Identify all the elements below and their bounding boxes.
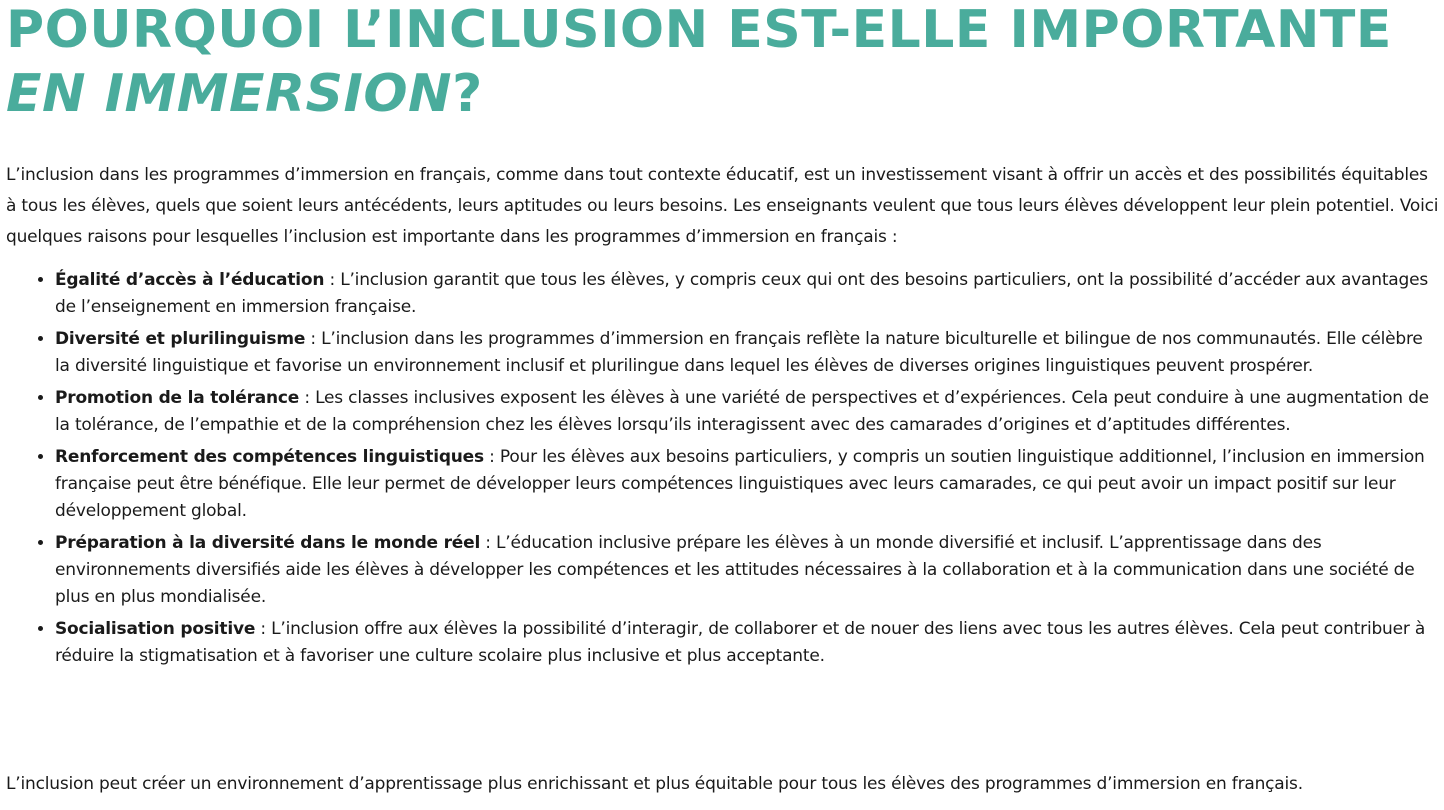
title-suffix: ?: [452, 64, 483, 124]
title-line-2: [6, 62, 1440, 126]
list-item-title: Diversité et plurilinguisme: [55, 329, 306, 349]
list-item-text: : L’inclusion offre aux élèves la possibilité d’interagir, de collaborer et de nouer des liens avec tous les autres élèves. Cela peut contribuer à réduire la stigmatisation et à favoriser une culture scolaire plus inclusive et plus acceptante.: [55, 619, 1426, 666]
list-item-title: Socialisation positive: [55, 619, 256, 639]
list-item: [55, 267, 1440, 321]
list-item: [55, 530, 1440, 611]
list-item-text: : L’inclusion garantit que tous les élèves, y compris ceux qui ont des besoins particuliers, ont la possibilité d’accéder aux avantages de l’enseignement en immersion française.: [55, 270, 1429, 317]
list-item-text: : L’éducation inclusive prépare les élèves à un monde diversifié et inclusif. L’apprentissage dans des environnements diversifiés aide les élèves à développer les compétences et les attitudes nécessaires à la collaboration et à la communication dans une société de plus en plus mondialisée.: [55, 533, 1415, 607]
list-item: [55, 616, 1440, 670]
list-item-title: Promotion de la tolérance: [55, 388, 300, 408]
list-item-text: : Pour les élèves aux besoins particuliers, y compris un soutien linguistique additionnel, l’inclusion en immersion française peut être bénéfique. Elle leur permet de développer leurs compétences linguistiques avec leurs camarades, ce qui peut avoir un impact positif sur leur développement global.: [55, 447, 1425, 521]
list-item-text: : L’inclusion dans les programmes d’immersion en français reflète la nature biculturelle et bilingue de nos communautés. Elle célèbre la diversité linguistique et favorise un environnement inclusif et plurilingue dans lequel les élèves de diverses origines linguistiques peuvent prospérer.: [55, 329, 1423, 376]
list-item: [55, 385, 1440, 439]
conclusion-paragraph: L’inclusion peut créer un environnement d’apprentissage plus enrichissant et plus équitable pour tous les élèves des programmes d’immersion en français.: [6, 774, 1303, 794]
title-emphasis: EN IMMERSION: [6, 64, 453, 124]
reasons-list: [6, 267, 1440, 670]
page-title: [6, 0, 1440, 126]
list-item-title: Égalité d’accès à l’éducation: [55, 270, 325, 290]
list-item-title: Préparation à la diversité dans le monde réel: [55, 533, 481, 553]
list-item: [55, 326, 1440, 380]
list-item: [55, 444, 1440, 525]
list-item-title: Renforcement des compétences linguistiques: [55, 447, 484, 467]
article: [6, 0, 1440, 794]
list-item-text: : Les classes inclusives exposent les élèves à une variété de perspectives et d’expériences. Cela peut conduire à une augmentation de la tolérance, de l’empathie et de la compréhension chez les élèves lorsqu’ils interagissent avec des camarades d’origines et d’aptitudes différentes.: [55, 388, 1429, 435]
intro-paragraph: L’inclusion dans les programmes d’immersion en français, comme dans tout contexte éducatif, est un investissement visant à offrir un accès et des possibilités équitables à tous les élèves, quels que soient leurs antécédents, leurs aptitudes ou leurs besoins. Les enseignants veulent que tous leurs élèves développent leur plein potentiel. Voici quelques raisons pour lesquelles l’inclusion est importante dans les programmes d’immersion en français :: [6, 165, 1439, 247]
title-line-1: POURQUOI L’INCLUSION EST-ELLE IMPORTANTE: [6, 0, 1392, 60]
